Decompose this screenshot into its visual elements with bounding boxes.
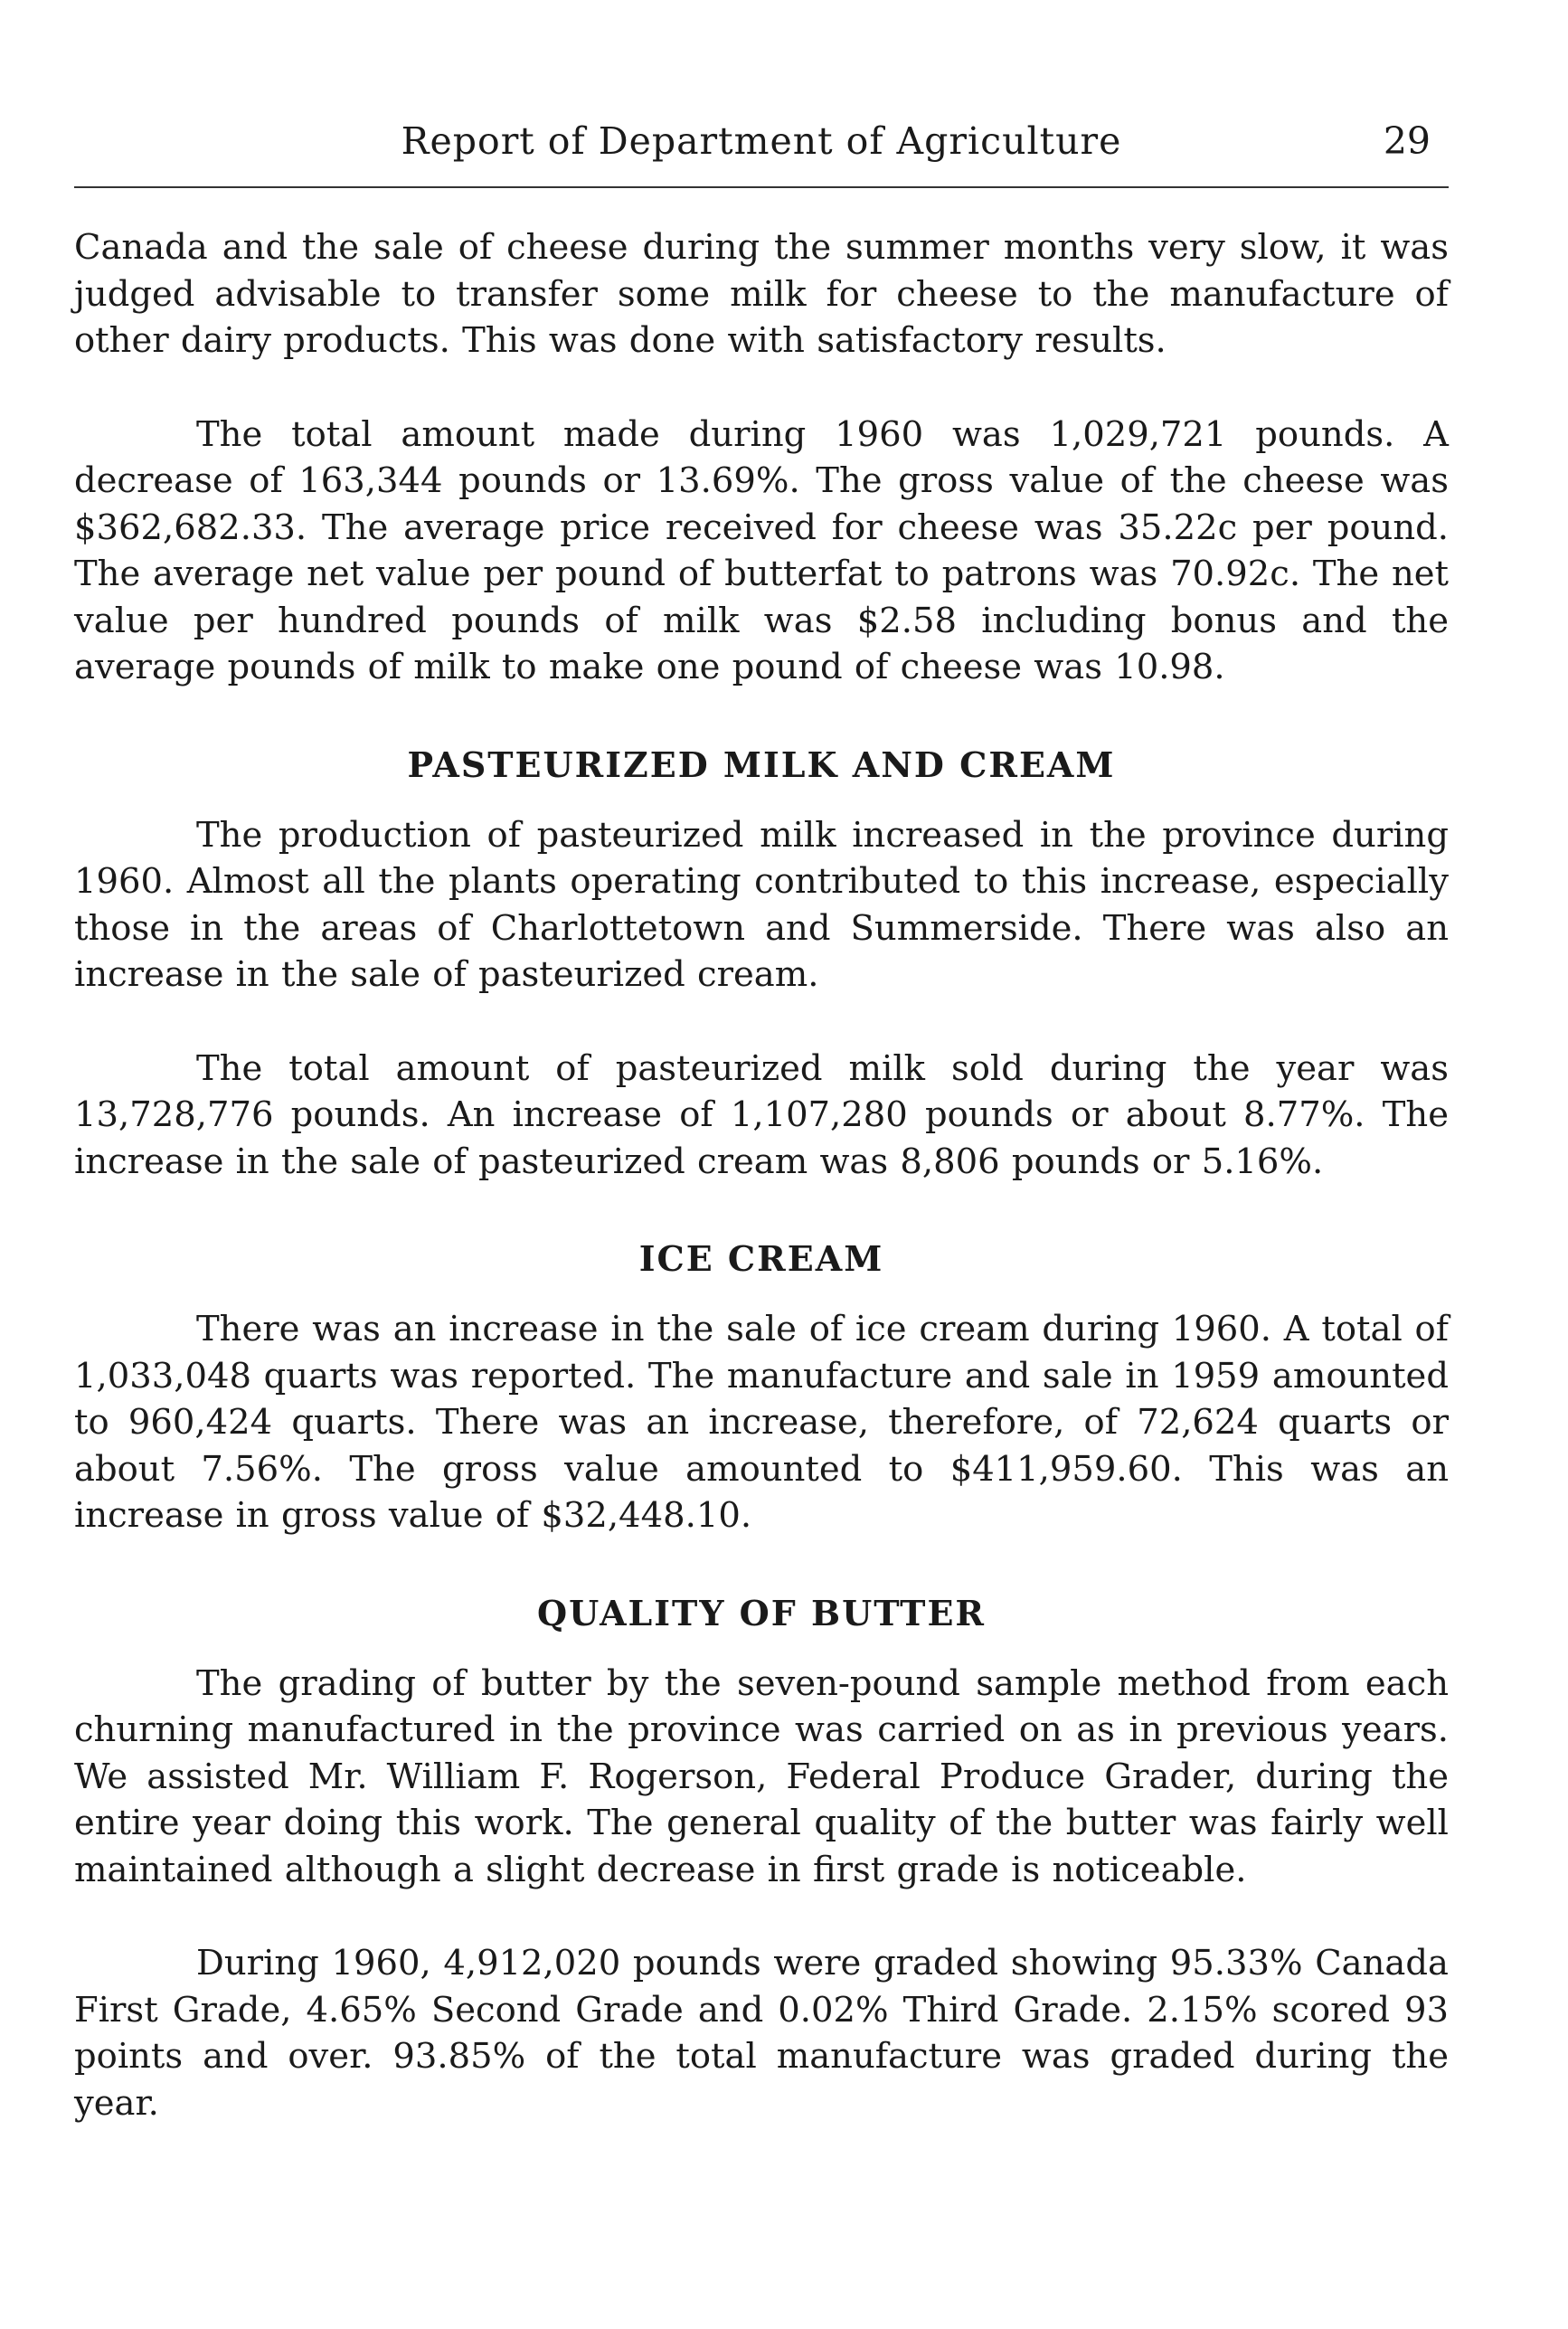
- running-title: Report of Department of Agriculture: [401, 119, 1122, 163]
- paragraph-butter-totals: During 1960, 4,912,020 pounds were graded showing 95.33% Canada First Grade, 4.65% Second Grade and 0.02% Third Grade. 2.15% scored 93 points and over. 93.85% of the total manufacture was graded during the year.: [74, 1943, 1449, 2124]
- running-header: [74, 116, 1449, 166]
- paragraph-continued: Canada and the sale of cheese during the summer months very slow, it was judged advisable to transfer some milk for cheese to the manufacture of other dairy products. This was done with satisfactory results.: [74, 227, 1449, 361]
- section-heading-ice-cream: ICE CREAM: [638, 1238, 884, 1279]
- body-text: [74, 224, 1449, 2126]
- paragraph-ice-cream: There was an increase in the sale of ice cream during 1960. A total of 1,033,048 quarts was reported. The manufacture and sale in 1959 amounted to 960,424 quarts. There was an increase, therefore, of 72,624 quarts or about 7.56%. The gross value amounted to $411,959.60. This was an increase in gross value of $32,448.10.: [74, 1309, 1449, 1536]
- page-number: 29: [1383, 119, 1431, 163]
- paragraph-butter-grading: The grading of butter by the seven-pound sample method from each churning manufactured in the province was carried on as in previous years. We assisted Mr. William F. Rogerson, Federal Produce Grader, during the entire year doing this work. The general quality of the butter was fairly well maintained although a slight decrease in first grade is noticeable.: [74, 1662, 1449, 1890]
- header-rule: [74, 186, 1449, 188]
- paragraph-cheese-totals: The total amount made during 1960 was 1,029,721 pounds. A decrease of 163,344 pounds or 13.69%. The gross value of the cheese was $362,682.33. The average price received for cheese was 35.22c per pound. The average net value per pound of butterfat to patrons was 70.92c. The net value per hundred pounds of milk was $2.58 including bonus and the average pounds of milk to make one pound of cheese was 10.98.: [74, 413, 1449, 687]
- section-heading-quality-of-butter: QUALITY OF BUTTER: [537, 1592, 986, 1633]
- paragraph-pasteurized-production: The production of pasteurized milk increased in the province during 1960. Almost all the plants operating contributed to this increase, especially those in the areas of Charlottetown and Summerside. There was also an increase in the sale of pasteurized cream.: [74, 814, 1449, 995]
- section-heading-pasteurized-milk: PASTEURIZED MILK AND CREAM: [407, 743, 1116, 785]
- paragraph-pasteurized-totals: The total amount of pasteurized milk sold during the year was 13,728,776 pounds. An increase of 1,107,280 pounds or about 8.77%. The increase in the sale of pasteurized cream was 8,806 pounds or 5.16%.: [74, 1047, 1449, 1182]
